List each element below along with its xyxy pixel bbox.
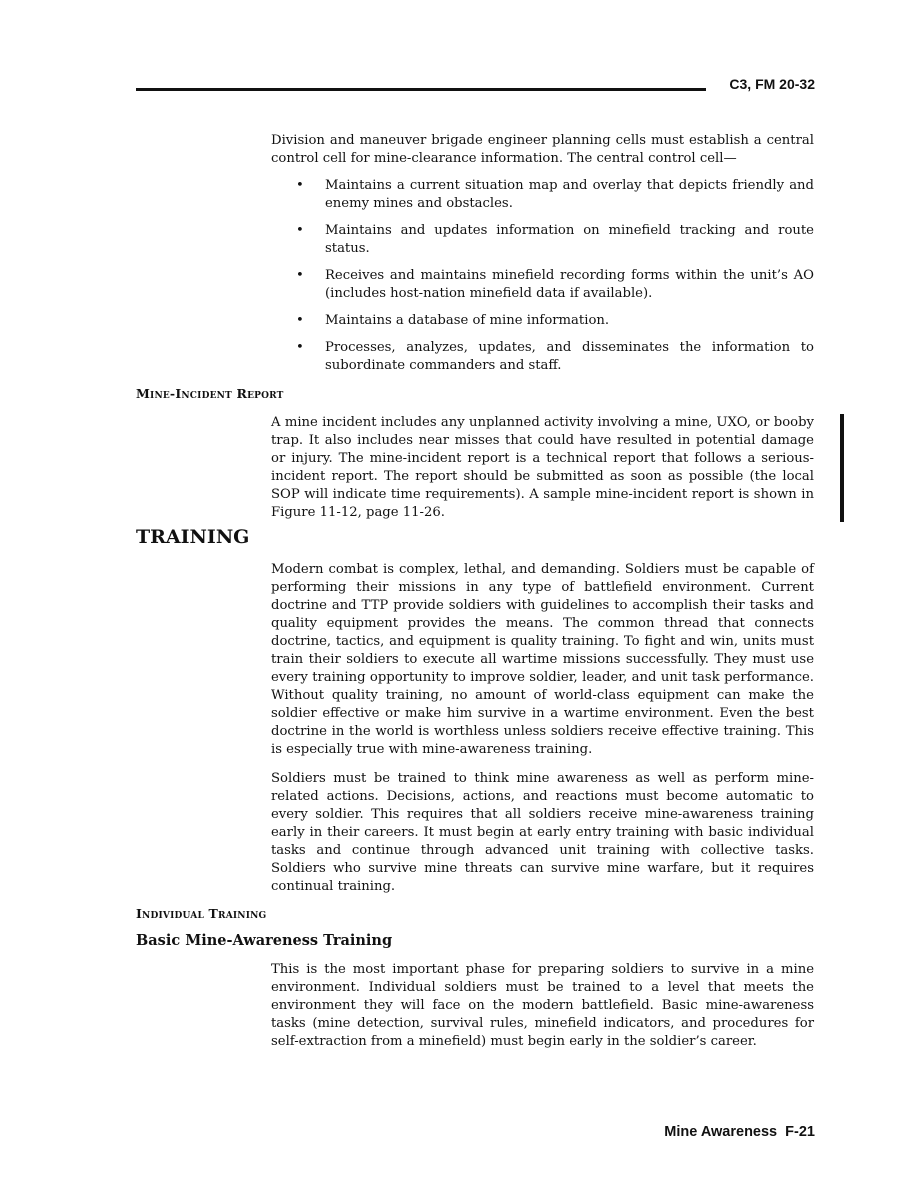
footer-page-label: [664, 1124, 815, 1140]
list-item-text: Processes, analyzes, updates, and disseminates the information to subordinate commanders and staff.: [325, 340, 814, 373]
change-bar: [840, 414, 844, 522]
list-item: [296, 177, 814, 213]
training-paragraph-1: [271, 561, 814, 759]
training-text-1: Modern combat is complex, lethal, and demanding. Soldiers must be capable of performing their missions in any type of battlefield environment. Current doctrine and TTP provide soldiers with guidelines to accomplish their tasks and quality equipment provides the means. The common thread that connects doctrine, tactics, and equipment is quality training. To fight and win, units must train their soldiers to execute all wartime missions successfully. They must use every training opportunity to improve soldier, leader, and unit task performance. Without quality training, no amount of world-class equipment can make the soldier effective or make him survive in a wartime environment. Even the best doctrine in the world is worthless unless soldiers receive effective training. This is especially true with mine-awareness training.: [271, 562, 814, 757]
training-paragraph-2: [271, 770, 814, 896]
list-item: [296, 267, 814, 303]
basic-mine-awareness-heading: Basic Mine-Awareness Training: [136, 932, 393, 949]
list-item-text: Receives and maintains minefield recording forms within the unit’s AO (includes host-nation minefield data if available).: [325, 268, 814, 301]
mine-incident-paragraph: [271, 414, 814, 522]
control-cell-duties-list: [296, 177, 814, 384]
bullet-icon: •: [296, 178, 304, 193]
list-item: [296, 312, 814, 330]
bullet-icon: •: [296, 313, 304, 328]
intro-text: Division and maneuver brigade engineer planning cells must establish a central control cell for mine-clearance information. The central control cell—: [271, 133, 814, 166]
bullet-icon: •: [296, 268, 304, 283]
mine-incident-text: A mine incident includes any unplanned activity involving a mine, UXO, or booby trap. It also includes near misses that could have resulted in potential damage or injury. The mine-incident report is a technical report that follows a serious-incident report. The report should be submitted as soon as possible (the local SOP will indicate time requirements). A sample mine-incident report is shown in Figure 11-12, page 11-26.: [271, 415, 814, 520]
footer-text: Mine Awareness F-21: [664, 1124, 815, 1140]
bullet-icon: •: [296, 223, 304, 238]
mine-incident-heading: Mine-Incident Report: [136, 386, 284, 401]
intro-paragraph: [271, 132, 814, 168]
list-item-text: Maintains a database of mine information.: [325, 313, 610, 328]
list-item-text: Maintains and updates information on minefield tracking and route status.: [325, 223, 814, 256]
header-doc-id: C3, FM 20-32: [729, 76, 815, 92]
header-rule: [136, 88, 706, 91]
list-item-text: Maintains a current situation map and overlay that depicts friendly and enemy mines and obstacles.: [325, 178, 814, 211]
basic-training-text: This is the most important phase for preparing soldiers to survive in a mine environment. Individual soldiers must be trained to a level that meets the environment they will face on the modern battlefield. Basic mine-awareness tasks (mine detection, survival rules, minefield indicators, and procedures for self-extraction from a minefield) must begin early in the soldier’s career.: [271, 962, 814, 1049]
list-item: [296, 222, 814, 258]
individual-training-heading: Individual Training: [136, 906, 267, 921]
basic-training-paragraph: [271, 961, 814, 1051]
bullet-icon: •: [296, 340, 304, 355]
list-item: [296, 339, 814, 375]
training-heading: TRAINING: [136, 526, 250, 548]
training-text-2: Soldiers must be trained to think mine awareness as well as perform mine-related actions. Decisions, actions, and reactions must become automatic to every soldier. This requires that all soldiers receive mine-awareness training early in their careers. It must begin at early entry training with basic individual tasks and continue through advanced unit training with collective tasks. Soldiers who survive mine threats can survive mine warfare, but it requires continual training.: [271, 771, 814, 894]
